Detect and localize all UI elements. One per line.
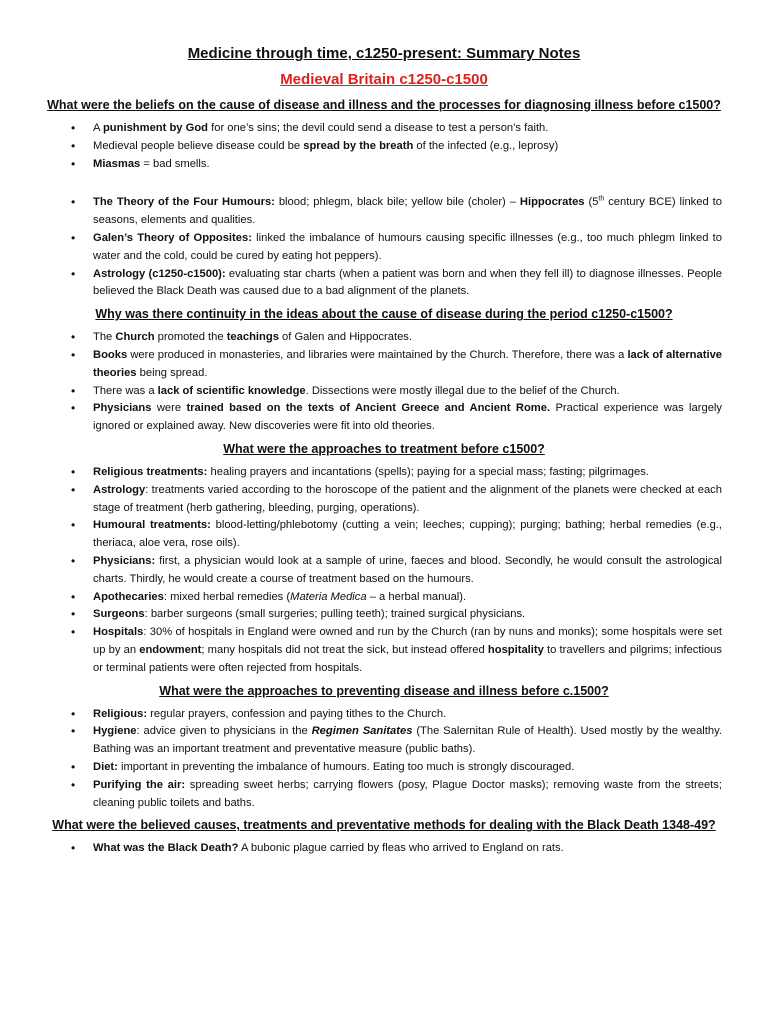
list-item: • Physicians: first, a physician would look at a sample of urine, faeces and blood. Secondly, he would consult the astrological charts. Thirdly, he would create a course of treatment based on the humours.: [93, 553, 722, 589]
list-item: • Purifying the air: spreading sweet herbs; carrying flowers (posy, Plague Doctor masks); removing waste from the streets; cleaning public toilets and baths.: [93, 777, 722, 813]
list-item: • What was the Black Death? A bubonic plague carried by fleas who arrived to England on rats.: [93, 840, 722, 858]
list-item: • Hospitals: 30% of hospitals in England were owned and run by the Church (ran by nuns and monks); some hospitals were set up by an endowment; many hospitals did not treat the sick, but instead offered hospitality to travellers and pilgrims; infectious or terminal patients were often rejected from hospitals.: [93, 624, 722, 677]
list-item: • Miasmas = bad smells.: [93, 156, 722, 174]
black-death-list: [46, 840, 722, 858]
section-heading-beliefs: What were the beliefs on the cause of disease and illness and the processes for diagnosing illness before c1500?: [47, 98, 721, 112]
treatment-list: [46, 464, 722, 678]
list-item: • Apothecaries: mixed herbal remedies (Materia Medica – a herbal manual).: [93, 589, 722, 607]
list-item: • There was a lack of scientific knowledge. Dissections were mostly illegal due to the belief of the Church.: [93, 383, 722, 401]
list-item: • Books were produced in monasteries, and libraries were maintained by the Church. Therefore, there was a lack of alternative theories being spread.: [93, 347, 722, 383]
prevention-list: [46, 706, 722, 813]
list-item: • Surgeons: barber surgeons (small surgeries; pulling teeth); trained surgical physicians.: [93, 606, 722, 624]
list-item: • Galen’s Theory of Opposites: linked the imbalance of humours causing specific illnesses (e.g., too much phlegm linked to water and the cold, could be cured by eating hot peppers).: [93, 230, 722, 266]
list-item: • Religious treatments: healing prayers and incantations (spells); paying for a special mass; fasting; pilgrimages.: [93, 464, 722, 482]
list-item: • Hygiene: advice given to physicians in the Regimen Sanitates (The Salernitan Rule of Health). Used mostly by the wealthy. Bathing was an important treatment and preventative measure (public baths).: [93, 723, 722, 759]
humours-list: [46, 194, 722, 301]
section-heading-black-death: What were the believed causes, treatments and preventative methods for dealing with the Black Death 1348-49?: [52, 818, 716, 833]
continuity-list: [46, 329, 722, 436]
section-heading-treatment: What were the approaches to treatment before c1500?: [223, 441, 545, 456]
document-title: Medicine through time, c1250-present: Summary Notes: [187, 45, 581, 62]
list-item: • Diet: important in preventing the imbalance of humours. Eating too much is strongly discouraged.: [93, 759, 722, 777]
list-item: • The Theory of the Four Humours: blood; phlegm, black bile; yellow bile (choler) – Hippocrates (5th century BCE) linked to seasons, elements and qualities.: [93, 194, 722, 230]
document-subtitle: Medieval Britain c1250-c1500: [280, 71, 488, 88]
list-item: • Medieval people believe disease could be spread by the breath of the infected (e.g., leprosy): [93, 138, 722, 156]
list-item: • Humoural treatments: blood-letting/phlebotomy (cutting a vein; leeches; cupping); purging; bathing; herbal remedies (e.g., theriaca, aloe vera, rose oils).: [93, 517, 722, 553]
beliefs-list: [46, 120, 722, 173]
list-item: • Astrology: treatments varied according to the horoscope of the patient and the alignment of the planets were checked at each stage of treatment (herb gathering, bleeding, purging, operations).: [93, 482, 722, 518]
section-heading-continuity: Why was there continuity in the ideas about the cause of disease during the period c1250-c1500?: [95, 307, 673, 322]
list-item: • The Church promoted the teachings of Galen and Hippocrates.: [93, 329, 722, 347]
list-item: • A punishment by God for one’s sins; the devil could send a disease to test a person’s faith.: [93, 120, 722, 138]
list-item: • Physicians were trained based on the texts of Ancient Greece and Ancient Rome. Practical experience was largely ignored or explained away. New discoveries were fit into old theories.: [93, 400, 722, 436]
list-item: • Astrology (c1250-c1500): evaluating star charts (when a patient was born and when they fell ill) to diagnose illnesses. People believed the Black Death was caused due to a bad alignment of the planets.: [93, 266, 722, 302]
list-item: • Religious: regular prayers, confession and paying tithes to the Church.: [93, 706, 722, 724]
section-heading-prevention: What were the approaches to preventing disease and illness before c.1500?: [159, 683, 609, 698]
